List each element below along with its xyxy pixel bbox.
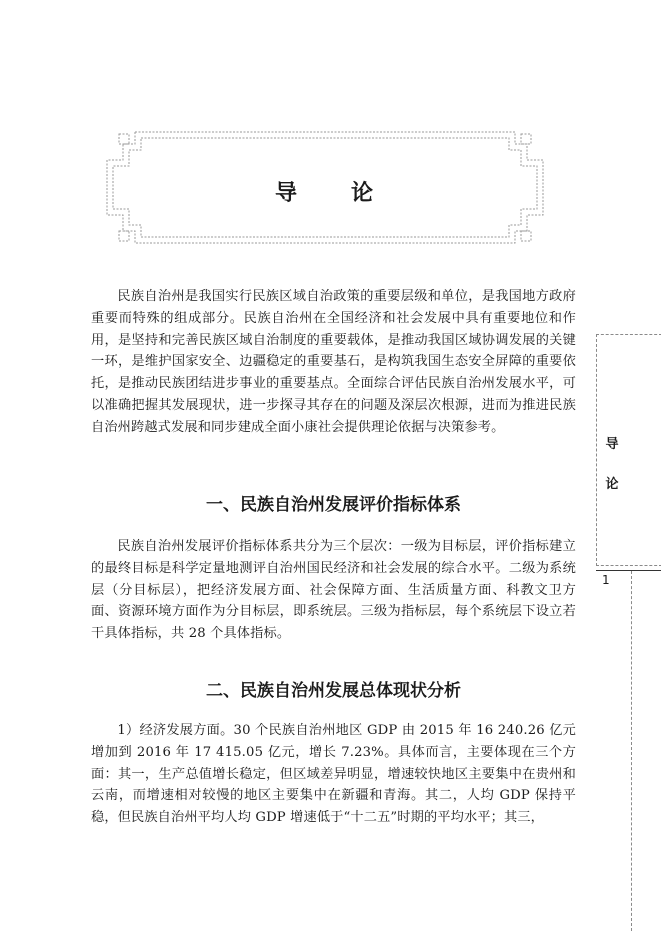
page-number: 1 bbox=[602, 573, 610, 587]
side-tab-char-2: 论 bbox=[605, 477, 619, 492]
section-1-heading: 一、民族自治州发展评价指标体系 bbox=[206, 495, 461, 515]
intro-paragraph: 民族自治州是我国实行民族区域自治政策的重要层级和单位，是我国地方政府重要而特殊的组成部分。民族自治州在全国经济和社会发展中具有重要地位和作用，是坚持和完善民族区域自治制度的重要载体，是推动我国区域协调发展的关键一环，是维护国家安全、边疆稳定的重要基石，是构筑我国生态安全屏障的重要依托，是推动民族团结进步事业的重要基点。全面综合评估民族自治州发展水平，可以准确把握其发展现状，进一步探寻其存在的问题及深层次根源，进而为推进民族自治州跨越式发展和同步建成全面小康社会提供理论依据与决策参考。 bbox=[91, 289, 576, 435]
side-tab-char-1: 导 bbox=[605, 437, 619, 452]
section-2-heading: 二、民族自治州发展总体现状分析 bbox=[206, 681, 461, 701]
section-1-paragraph: 民族自治州发展评价指标体系共分为三个层次：一级为目标层，评价指标建立的最终目标是科学定量地测评自治州国民经济和社会发展的综合水平。二级为系统层（分目标层），把经济发展方面、社会保障方面、生活质量方面、科教文卫方面、资源环境方面作为分目标层，即系统层。三级为指标层，每个系统层下设立若干具体指标，共 28 个具体指标。 bbox=[91, 539, 576, 642]
page-number-box bbox=[596, 570, 661, 590]
chapter-side-tab bbox=[596, 334, 661, 566]
chapter-title-char-1: 导 bbox=[274, 181, 299, 206]
section-2-paragraph: 1）经济发展方面。30 个民族自治州地区 GDP 由 2015 年 16 240.26 亿元增加到 2016 年 17 415.05 亿元，增长 7.23%。具体而言，主要体现在三个方面：其一，生产总值增长稳定，但区域差异明显，增速较快地区主要集中在贵州和云南，而增速相对较慢的地区主要集中在新疆和青海。其二，人均 GDP 保持平稳，但民族自治州平均人均 GDP 增速低于“十二五”时期的平均水平；其三， bbox=[91, 723, 576, 826]
chapter-title-char-2: 论 bbox=[351, 181, 376, 206]
page-edge-dashed-line bbox=[631, 571, 633, 931]
chapter-title bbox=[105, 176, 545, 207]
